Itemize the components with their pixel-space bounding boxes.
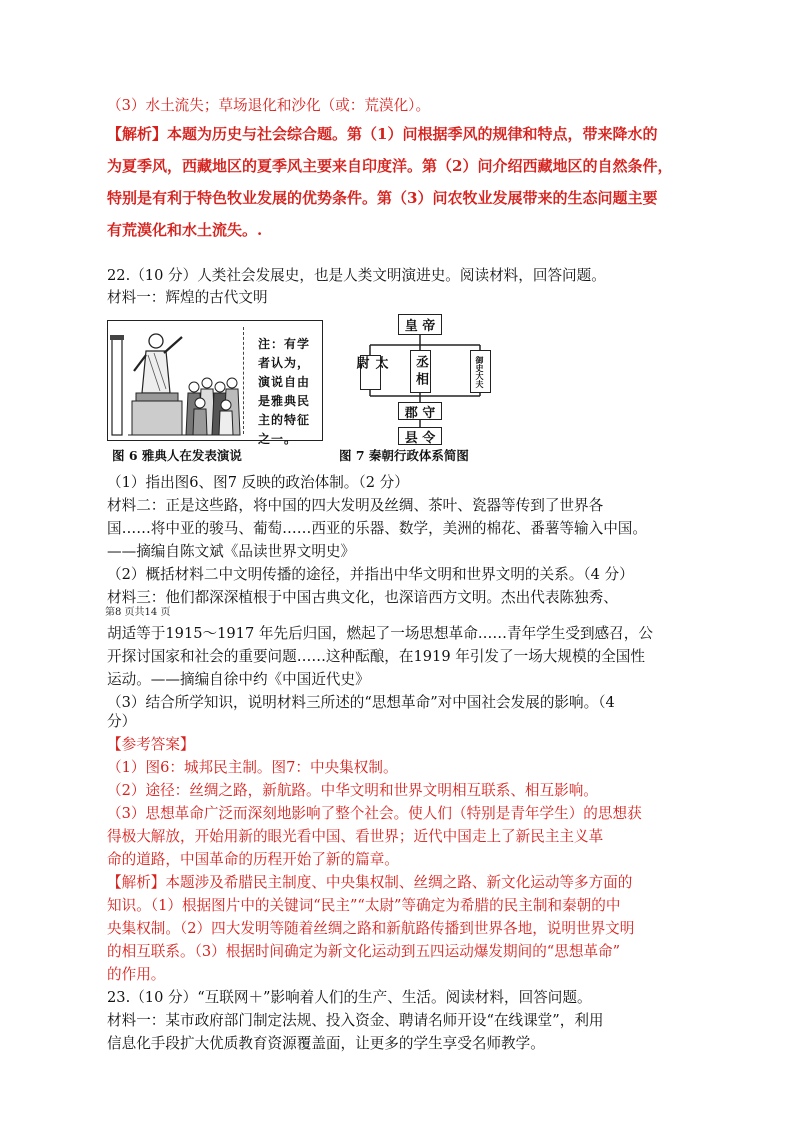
figure-7-caption: 图 7 秦朝行政体系简图 — [339, 448, 469, 463]
reference-answer-heading: 【参考答案】 — [107, 736, 195, 753]
question-22-3-line-2: 分） — [107, 713, 137, 730]
orator-illustration — [108, 321, 242, 440]
answer-22-3-line-3: 命的道路，中国革命的历程开始了新的篇章。 — [107, 851, 399, 868]
material-3-line-2: 胡适等于1915～1917 年先后归国，燃起了一场思想革命……青年学生受到感召，公 — [107, 625, 653, 642]
answer-22-3-line-2: 得极大解放，开始用新的眼光看中国、看世界；近代中国走上了新民主主义革 — [107, 828, 604, 845]
answer-22-3-line-1: （3）思想革命广泛而深刻地影响了整个社会。使人们（特别是青年学生）的思想获 — [107, 805, 642, 822]
material-1-label: 材料一：辉煌的古代文明 — [107, 289, 268, 306]
figure-7-qin-admin-diagram — [340, 300, 500, 450]
material-2-line-1: 材料二：正是这些路，将中国的四大发明及丝绸、茶叶、瓷器等传到了世界各 — [107, 497, 604, 514]
material-23-line-1: 材料一：某市政府部门制定法规、投入资金、聘请名师开设“在线课堂”，利用 — [107, 1012, 604, 1029]
box-yushi-dafu: 御史大夫 — [470, 350, 491, 393]
answer-22-2: （2）途径：丝绸之路，新航路。中华文明和世界文明相互联系、相互影响。 — [107, 782, 598, 799]
figure-6-caption: 图 6 雅典人在发表演说 — [112, 448, 242, 463]
analysis-22-line-1: 【解析】本题涉及希腊民主制度、中央集权制、丝绸之路、新文化运动等多方面的 — [107, 874, 633, 891]
box-taiwei: 太尉 — [360, 355, 381, 390]
page-number: 第8 页共14 页 — [105, 607, 171, 618]
analysis-22-line-4: 的相互联系。（3）根据时间确定为新文化运动到五四运动爆发期间的“思想革命” — [107, 943, 621, 960]
figure-6-note: 注：有学者认为，演说自由是雅典民主的特征之一。 — [258, 337, 311, 446]
question-23-heading: 23.（10 分）“互联网＋”影响着人们的生产、生活。阅读材料，回答问题。 — [107, 989, 592, 1006]
analysis-line-4: 有荒漠化和水土流失。. — [107, 221, 263, 239]
answer-line-3: （3）水土流失；草场退化和沙化（或：荒漠化）。 — [107, 97, 431, 114]
question-22-2: （2）概括材料二中文明传播的途径，并指出中华文明和世界文明的关系。（4 分） — [107, 566, 634, 583]
answer-22-1: （1）图6：城邦民主制。图7：中央集权制。 — [107, 759, 398, 776]
analysis-22-line-5: 的作用。 — [107, 966, 166, 983]
analysis-line-1: 【解析】本题为历史与社会综合题。第（1）问根据季风的规律和特点，带来降水的 — [107, 125, 658, 143]
figure-6-divider — [243, 327, 244, 434]
question-22-heading: 22.（10 分）人类社会发展史，也是人类文明演进史。阅读材料，回答问题。 — [107, 267, 606, 284]
material-3-line-3: 开探讨国家和社会的重要问题……这种酝酿，在1919 年引发了一场大规模的全国性 — [107, 648, 645, 665]
question-22-1: （1）指出图6、图7 反映的政治体制。（2 分） — [107, 474, 409, 491]
analysis-line-3: 特别是有利于特色牧业发展的优势条件。第（3）问农牧业发展带来的生态问题主要 — [107, 189, 658, 207]
analysis-22-line-3: 央集权制。（2）四大发明等随着丝绸之路和新航路传播到世界各地，说明世界文明 — [107, 920, 635, 937]
box-junshou: 郡 守 — [398, 402, 442, 420]
material-3-line-1: 材料三：他们都深深植根于中国古典文化，也深谙西方文明。杰出代表陈独秀、 — [107, 589, 618, 606]
material-2-source: ——摘编自陈文斌《品读世界文明史》 — [107, 543, 356, 560]
question-22-3-line-1: （3）结合所学知识，说明材料三所述的“思想革命”对中国社会发展的影响。（4 — [107, 694, 615, 711]
material-23-line-2: 信息化手段扩大优质教育资源覆盖面，让更多的学生享受名师教学。 — [107, 1035, 545, 1052]
box-xianling: 县 令 — [398, 427, 442, 445]
figure-6-athenian-speech — [107, 320, 323, 446]
analysis-22-line-2: 知识。（1）根据图片中的关键词“民主”“太尉”等确定为希腊的民主制和秦朝的中 — [107, 897, 621, 914]
material-2-line-2: 国……将中亚的骏马、葡萄……西亚的乐器、数学，美洲的棉花、番薯等输入中国。 — [107, 520, 647, 537]
box-chengxiang: 丞相 — [410, 350, 431, 393]
analysis-line-2: 为夏季风，西藏地区的夏季风主要来自印度洋。第（2）问介绍西藏地区的自然条件， — [107, 157, 673, 175]
material-3-line-4: 运动。——摘编自徐中约《中国近代史》 — [107, 671, 370, 688]
box-emperor: 皇 帝 — [398, 314, 442, 335]
